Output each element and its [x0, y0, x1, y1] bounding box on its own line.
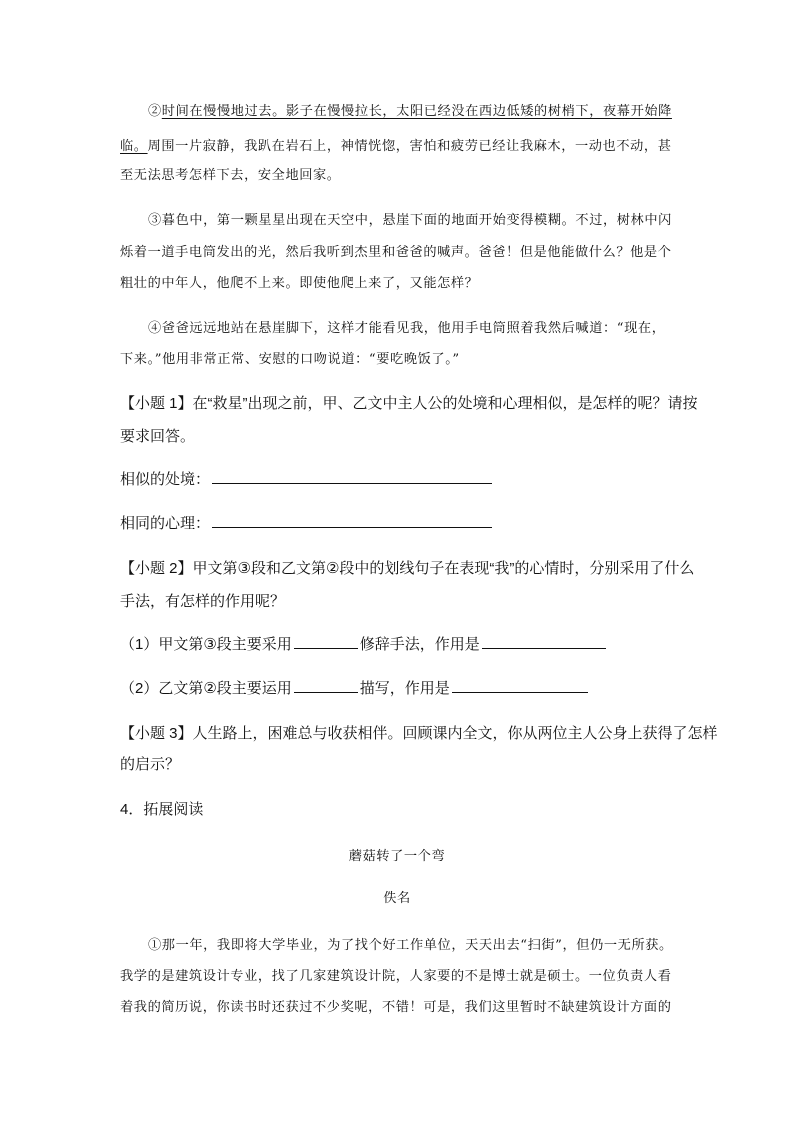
- effect-blank-1[interactable]: [482, 647, 606, 649]
- question-1-text: 【小题 1】在“救星”出现之前，甲、乙文中主人公的处境和心理相似，是怎样的呢？请按: [120, 395, 698, 412]
- sub-2-middle: 描写，作用是: [359, 680, 450, 697]
- passage-line: ④爸爸远远地站在悬崖脚下，这样才能看见我，他用手电筒照着我然后喊道：“现在，: [148, 321, 666, 336]
- situation-label: 相似的处境：: [120, 471, 211, 488]
- underlined-sentence: 时间在慢慢地过去。影子在慢慢拉长，太阳已经没在西边低矮的树梢下，夜幕开始降: [161, 104, 672, 119]
- question-3-text: 的启示？: [120, 756, 181, 773]
- sub-1-prefix: （1）甲文第③段主要采用: [120, 636, 292, 653]
- answer-row-situation: [120, 468, 494, 489]
- underlined-sentence-end: 临。: [120, 139, 148, 154]
- question-2-sub-1: [120, 633, 608, 654]
- article-line: 着我的简历说，你读书时还获过不少奖呢，不错！可是，我们这里暂时不缺建筑设计方面的: [120, 1000, 672, 1015]
- section-heading: 4．拓展阅读: [120, 801, 204, 818]
- question-2-text: 【小题 2】甲文第③段和乙文第②段中的划线句子在表现“我”的心情时，分别采用了什么: [120, 560, 695, 577]
- passage-line: [148, 100, 672, 119]
- passage-line: 烁着一道手电筒发出的光，然后我听到杰里和爸爸的喊声。爸爸！但是他能做什么？他是个: [120, 245, 672, 260]
- passage-line: 下来。”他用非常正常、安慰的口吻说道：“要吃晚饭了。”: [120, 352, 460, 367]
- situation-answer-blank[interactable]: [212, 482, 492, 484]
- article-line: ①那一年，我即将大学毕业，为了找个好工作单位，天天出去“扫街”，但仍一无所获。: [148, 938, 673, 953]
- question-1-text: 要求回答。: [120, 428, 196, 445]
- article-author: 佚名: [383, 891, 411, 906]
- passage-line: 至无法思考怎样下去，安全地回家。: [120, 168, 341, 183]
- article-title: 蘑菇转了一个弯: [348, 849, 446, 864]
- paragraph-number: ②: [148, 104, 162, 119]
- sub-1-middle: 修辞手法，作用是: [359, 636, 480, 653]
- answer-row-mind: [120, 512, 494, 533]
- passage-line: ③暮色中，第一颗星星出现在天空中，悬崖下面的地面开始变得模糊。不过，树林中闪: [148, 213, 672, 228]
- passage-text: 周围一片寂静，我趴在岩石上，神情恍惚，害怕和疲劳已经让我麻木，一动也不动，甚: [147, 139, 672, 154]
- rhetoric-blank[interactable]: [294, 647, 358, 649]
- effect-blank-2[interactable]: [452, 691, 588, 693]
- passage-line: [120, 135, 672, 154]
- article-line: 我学的是建筑设计专业，找了几家建筑设计院，人家要的不是博士就是硕士。一位负责人看: [120, 969, 672, 984]
- mind-label: 相同的心理：: [120, 515, 211, 532]
- sub-2-prefix: （2）乙文第②段主要运用: [120, 680, 292, 697]
- mind-answer-blank[interactable]: [212, 526, 492, 528]
- question-2-sub-2: [120, 677, 590, 698]
- passage-line: 粗壮的中年人，他爬不上来。即使他爬上来了，又能怎样？: [120, 276, 479, 291]
- question-2-text: 手法，有怎样的作用呢？: [120, 593, 286, 610]
- description-blank[interactable]: [294, 691, 358, 693]
- question-3-text: 【小题 3】人生路上，困难总与收获相伴。回顾课内全文，你从两位主人公身上获得了怎样: [120, 725, 718, 742]
